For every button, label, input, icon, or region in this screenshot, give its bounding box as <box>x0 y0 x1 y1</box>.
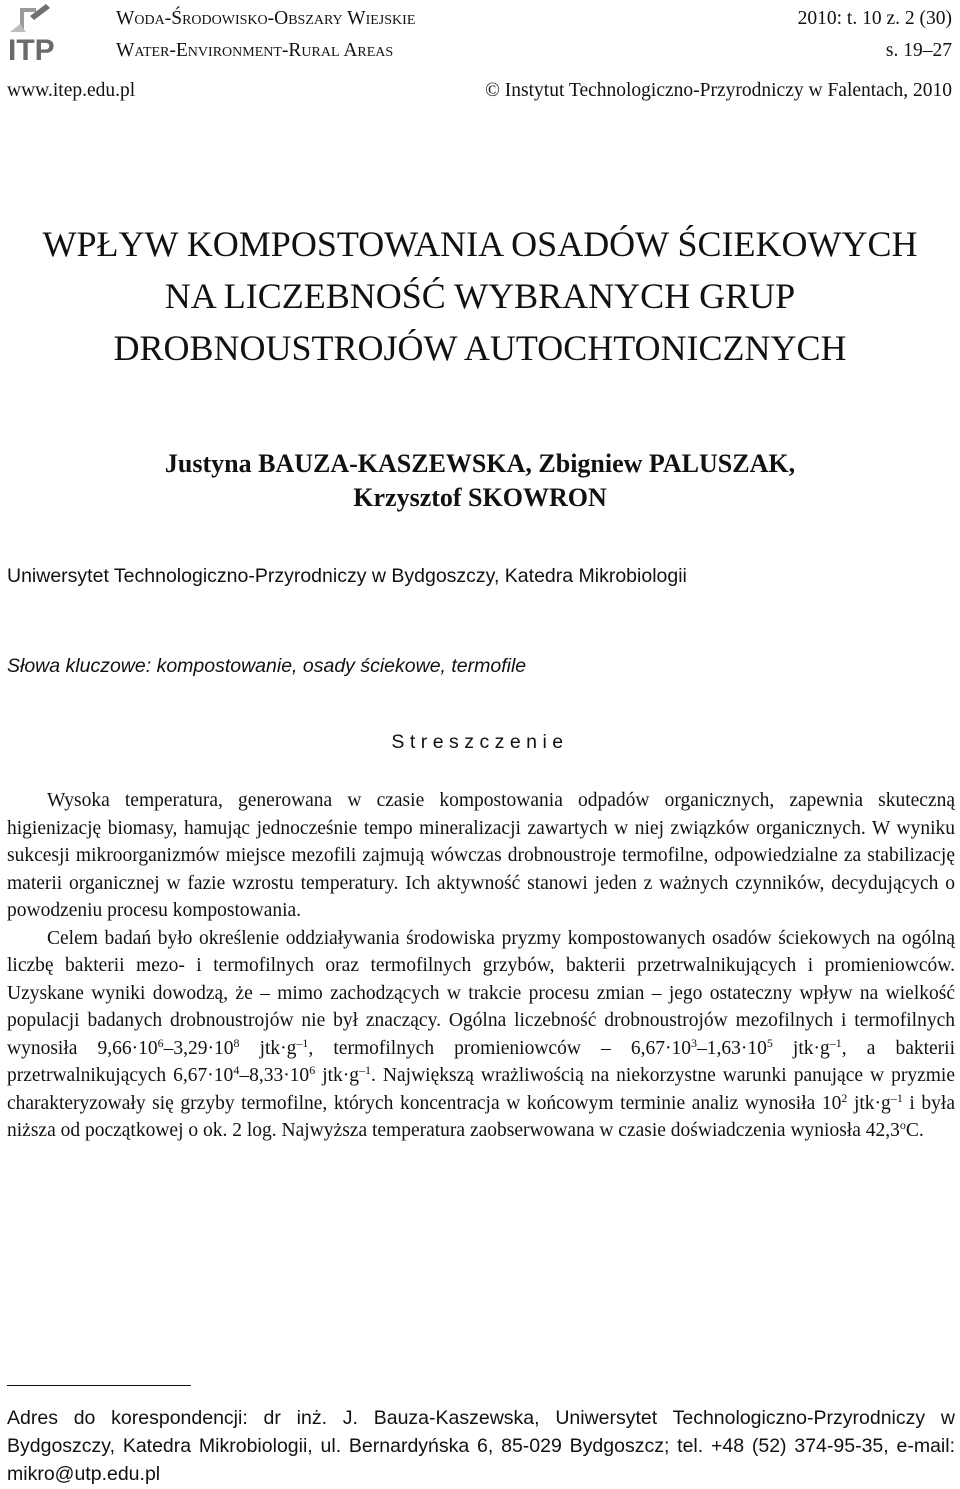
journal-title-pl: Woda-Środowisko-Obszary Wiejskie <box>116 8 416 29</box>
issue-info: 2010: t. 10 z. 2 (30) <box>797 8 952 29</box>
abstract-body <box>7 787 955 1145</box>
correspondence-address: Adres do korespondencji: dr inż. J. Bauza-Kaszewska, Uniwersytet Technologiczno-Przyrodniczy w Bydgoszczy, Katedra Mikrobiologii, ul. Bernardyńska 6, 85-029 Bydgoszcz; tel. +48 (52) 374-95-35, e-mail: mikro@utp.edu.pl <box>7 1407 955 1485</box>
abstract-paragraph-2: Celem badań było określenie oddziaływania środowiska pryzmy kompostowanych osadów ściekowych na ogólną liczbę bakterii mezo- i termofilnych oraz termofilnych grzybów, bakterii przetrwalnikujących i promieniowców. Uzyskane wyniki dowodzą, że – mimo zachodzących w trakcie procesu zmian – jego ostateczny wpływ na wielkość populacji badanych drobnoustrojów nie był znaczący. Ogólna liczebność drobnoustrojów mezofilnych i termofilnych wynosiła $9,66\cdot 10^6-3,29\cdot 10^8$ $jtk\cdot g^{-1}$, termofilnych promieniowców – $6,67\cdot 10^3-1,63\cdot 10^5$ $jtk\cdot g^{-1}$, a bakterii przetrwalnikujących $6,67\cdot 10^4-8,33\cdot 10^6$ $jtk\cdot g^{-1}$. Największą wrażliwością na niekorzystne warunki panujące w pryzmie charakteryzowały się grzyby termofilne, których koncentracja w końcowym terminie analiz wynosiła $10^2$ $jtk\cdot g^{-1}$ i była niższa od początkowej o ok. 2 log. Najwyższa temperatura zaobserwowana w czasie doświadczenia wyniosła 42,3$^o$C. <box>7 927 956 1141</box>
title-line: DROBNOUSTROJÓW AUTOCHTONICZNYCH <box>113 328 847 368</box>
page-range: s. 19–27 <box>885 40 952 61</box>
authors <box>0 447 960 515</box>
title-line: NA LICZEBNOŚĆ WYBRANYCH GRUP <box>164 276 796 316</box>
abstract-paragraph-1: Wysoka temperatura, generowana w czasie kompostowania odpadów organicznych, zapewnia skuteczną higienizację biomasy, hamując jednocześnie tempo mineralizacji zawartych w niej związków organicznych. W wyniku sukcesji mikroorganizmów miejsce mezofili zajmują wówczas drobnoustroje termofilne, odpowiedzialne za stabilizację materii organicznej w fazie wzrostu temperatury. Ich aktywność stanowi jeden z ważnych czynników, decydujących o powodzeniu procesu kompostowania. <box>7 790 955 921</box>
keywords: Słowa kluczowe: kompostowanie, osady ściekowe, termofile <box>7 655 527 677</box>
article-title <box>0 218 960 374</box>
footnote-divider <box>7 1385 191 1386</box>
abstract-heading: Streszczenie <box>391 731 569 753</box>
journal-title-en: Water-Environment-Rural Areas <box>116 40 394 61</box>
title-line: WPŁYW KOMPOSTOWANIA OSADÓW ŚCIEKOWYCH <box>42 224 918 264</box>
affiliation: Uniwersytet Technologiczno-Przyrodniczy w Bydgoszczy, Katedra Mikrobiologii <box>7 565 687 587</box>
logo-text: ITP <box>8 34 55 66</box>
authors-line: Krzysztof SKOWRON <box>353 483 607 512</box>
authors-line: Justyna BAUZA-KASZEWSKA, Zbigniew PALUSZAK, <box>164 449 796 478</box>
website-link[interactable]: www.itep.edu.pl <box>7 80 136 101</box>
itp-logo <box>6 2 98 66</box>
copyright-notice: © Instytut Technologiczno-Przyrodniczy w Falentach, 2010 <box>485 80 952 101</box>
